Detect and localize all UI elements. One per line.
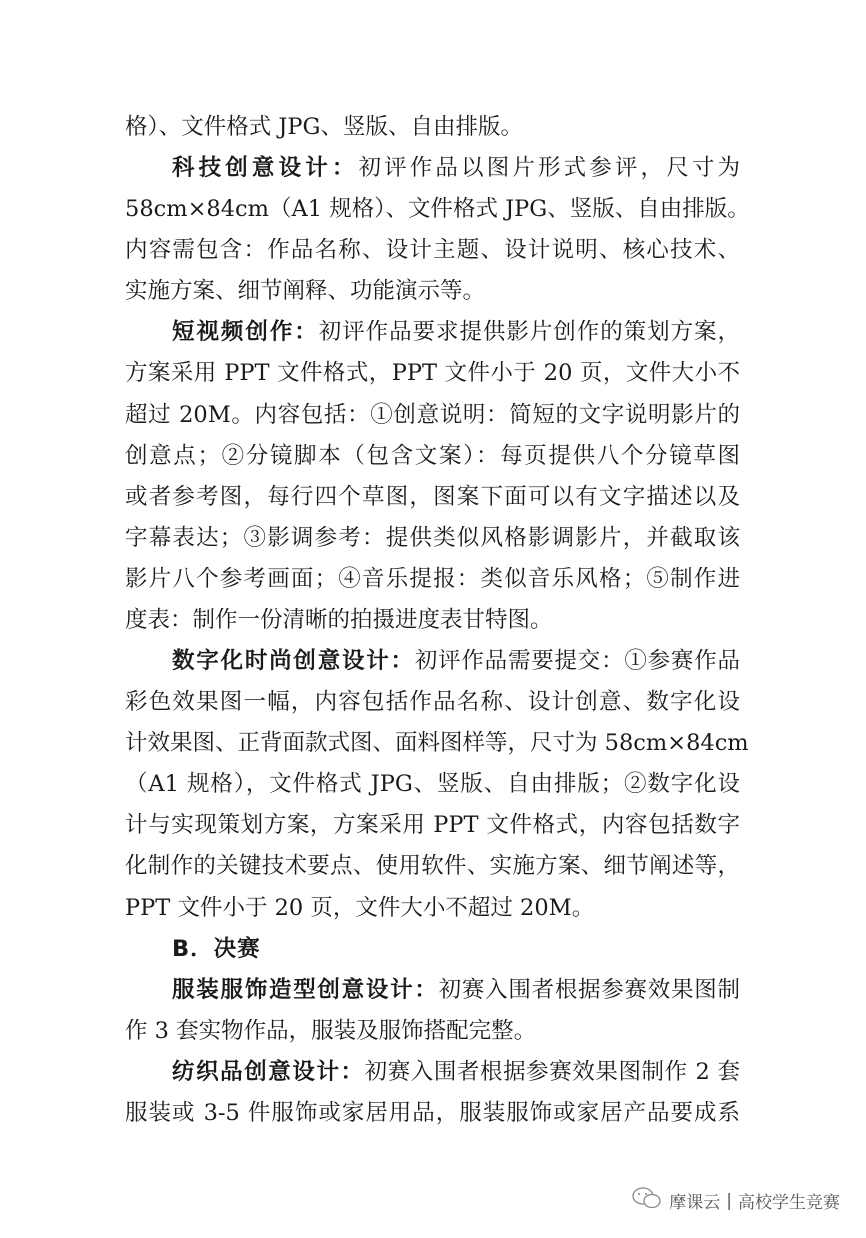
text-line xyxy=(125,441,740,471)
text-line xyxy=(125,851,740,881)
text-line xyxy=(172,975,740,1005)
text-line xyxy=(172,646,740,676)
body-text: 计与实现策划方案，方案采用 PPT 文件格式，内容包括数字 xyxy=(125,812,740,839)
text-line xyxy=(125,400,740,430)
text-line xyxy=(125,1016,740,1046)
text-line xyxy=(125,276,740,306)
body-text: 化制作的关键技术要点、使用软件、实施方案、细节阐述等， xyxy=(125,853,740,880)
body-text: 格）、文件格式 JPG、竖版、自由排版。 xyxy=(125,114,524,140)
text-line xyxy=(172,934,740,964)
body-text: PPT 文件小于 20 页，文件大小不超过 20M。 xyxy=(125,894,595,921)
body-text: 度表：制作一份清晰的拍摄进度表甘特图。 xyxy=(125,606,553,633)
text-line xyxy=(125,523,740,553)
body-text: 影片八个参考画面；④音乐提报：类似音乐风格；⑤制作进 xyxy=(125,565,740,592)
text-line xyxy=(125,235,740,265)
watermark xyxy=(631,1185,840,1216)
body-text: 实施方案、细节阐释、功能演示等。 xyxy=(125,278,486,305)
watermark-account: 高校学生竞赛 xyxy=(738,1193,840,1213)
body-text: 内容需包含：作品名称、设计主题、设计说明、核心技术、 xyxy=(125,237,740,264)
body-text: 创意点；②分镜脚本（包含文案）：每页提供八个分镜草图 xyxy=(125,442,740,469)
body-text: 方案采用 PPT 文件格式，PPT 文件小于 20 页，文件大小不 xyxy=(125,360,740,387)
body-text: 初评作品需要提交：①参赛作品 xyxy=(414,648,740,675)
text-line xyxy=(125,358,740,388)
text-line xyxy=(172,1057,740,1087)
text-line xyxy=(125,687,740,717)
section-heading: 科技创意设计： xyxy=(172,155,359,182)
body-text: 字幕表达；③影调参考：提供类似风格影调影片，并截取该 xyxy=(125,524,740,551)
body-text: 初赛入围者根据参赛效果图制作 2 套 xyxy=(364,1058,740,1085)
text-line xyxy=(125,564,740,594)
body-text: （A1 规格），文件格式 JPG、竖版、自由排版；②数字化设 xyxy=(125,771,740,798)
watermark-brand: 摩课云 xyxy=(669,1193,721,1213)
watermark-separator: | xyxy=(726,1190,732,1211)
body-text: 彩色效果图一幅，内容包括作品名称、设计创意、数字化设 xyxy=(125,689,740,716)
section-heading: B．决赛 xyxy=(172,935,261,962)
text-line xyxy=(125,810,740,840)
text-line xyxy=(125,194,750,224)
section-heading: 服装服饰造型创意设计： xyxy=(172,976,439,1003)
section-heading: 纺织品创意设计： xyxy=(172,1058,365,1085)
body-text: 服装或 3-5 件服饰或家居用品，服装服饰或家居产品要成系 xyxy=(125,1099,740,1126)
body-text: 作 3 套实物作品，服装及服饰搭配完整。 xyxy=(125,1017,537,1044)
body-text: 初赛入围者根据参赛效果图制 xyxy=(438,976,740,1003)
text-line xyxy=(125,112,740,142)
body-text: 超过 20M。内容包括：①创意说明：简短的文字说明影片的 xyxy=(125,401,740,428)
text-line xyxy=(125,728,749,758)
text-line xyxy=(125,1098,740,1128)
wechat-icon xyxy=(631,1185,663,1216)
body-text: 初评作品要求提供影片创作的策划方案， xyxy=(318,319,740,346)
body-text: 初评作品以图片形式参评，尺寸为 xyxy=(358,155,740,182)
text-line xyxy=(172,317,740,347)
section-heading: 数字化时尚创意设计： xyxy=(172,648,415,675)
text-line xyxy=(125,893,740,923)
text-line xyxy=(172,153,740,183)
body-text: 58cm×84cm（A1 规格）、文件格式 JPG、竖版、自由排版。 xyxy=(125,196,750,223)
body-text: 计效果图、正背面款式图、面料图样等，尺寸为 58cm×84cm xyxy=(125,730,749,757)
body-text: 或者参考图，每行四个草图，图案下面可以有文字描述以及 xyxy=(125,483,740,510)
section-heading: 短视频创作： xyxy=(172,319,319,346)
text-line xyxy=(125,605,740,635)
text-line xyxy=(125,482,740,512)
text-line xyxy=(125,769,740,799)
